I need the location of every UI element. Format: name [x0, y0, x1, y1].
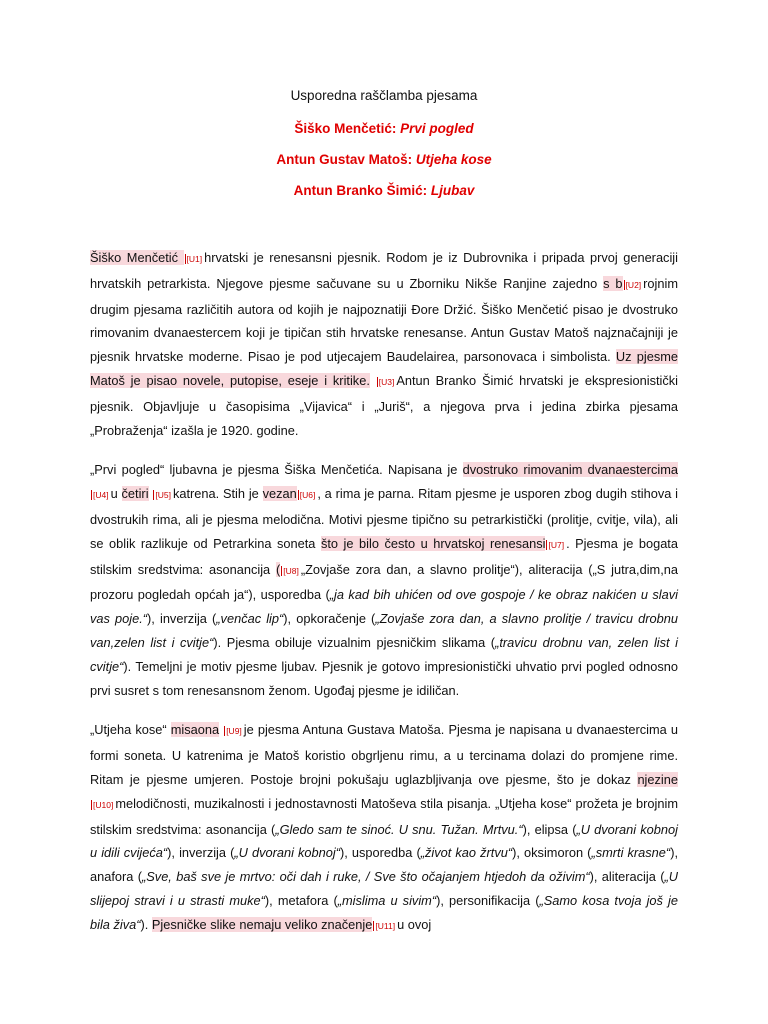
text-run: ), inverzija (: [167, 845, 235, 861]
text-run: ), opkoračenje (: [283, 611, 376, 627]
text-run: „Utjeha kose“: [90, 722, 171, 738]
comment-marker[interactable]: [U8]: [283, 565, 299, 576]
comment-marker[interactable]: [U7]: [548, 539, 565, 550]
comment-marker[interactable]: [U1]: [186, 254, 203, 264]
subtitle-mencetic: [0, 121, 768, 136]
subtitle-author: Antun Gustav Matoš:: [276, 152, 413, 167]
comment-highlight[interactable]: Šiško Menčetić: [90, 250, 184, 265]
text-run: u: [110, 486, 122, 502]
title-block: [0, 88, 768, 214]
comment-highlight[interactable]: (: [275, 561, 281, 577]
quote-italic: „Samo kosa tvoja još je bila živa“: [90, 892, 678, 932]
quote-italic: „venčac lip“: [216, 611, 284, 627]
text-run: ).: [140, 916, 152, 932]
comment-marker[interactable]: [U2]: [625, 279, 642, 290]
comment-highlight[interactable]: s b: [603, 275, 623, 291]
comment-marker[interactable]: [U4]: [93, 490, 109, 501]
text-run: ), elipsa (: [522, 821, 577, 837]
paragraph-1: [90, 246, 678, 442]
text-run: . Pjesma je bogata stilskim sredstvima: asonancija: [90, 535, 678, 577]
subtitle-work: Ljubav: [430, 183, 475, 198]
comment-marker[interactable]: [U10]: [93, 799, 114, 810]
comment-highlight[interactable]: misaona: [170, 722, 220, 738]
comment-marker[interactable]: [U11]: [375, 920, 396, 931]
quote-italic: „Gledo sam te sinoć. U snu. Tužan. Mrtvu.“: [275, 821, 523, 837]
quote-italic: „Zovjaše zora dan, a slavno prolitje / travicu drobnu van,zelen list i cvitje“: [90, 611, 678, 650]
text-run: , a rima je parna. Ritam pjesme je usporen zbog dugih stihova i dvostrukih rima, ali je pjesma melodična. Motivi pjesme tipično su petrarkistički (prolitje, cvitje, vila), ali se oblik razlikuje od Petrarkina soneta: [90, 486, 678, 551]
subtitle-matos: [0, 152, 768, 167]
document-title: Usporedna raščlamba pjesama: [290, 88, 478, 103]
text-run: ), anafora (: [90, 845, 679, 885]
text-run: ), usporedba (: [340, 845, 421, 861]
text-run: ), oksimoron (: [512, 845, 592, 861]
text-run: „Prvi pogled“ ljubavna je pjesma Šiška Menčetića. Napisana je: [90, 462, 463, 478]
subtitle-work: Utjeha kose: [415, 152, 492, 167]
quote-italic: „U dvorani kobnoj u idili cvijeća“: [90, 821, 678, 861]
text-run: ). Temeljni je motiv pjesme ljubav. Pjesnik je gotovo impresionistički uhvatio prvi pogled odnosno prvi susret s tom renesansnom ženom. Ugođaj pjesme je idiličan.: [90, 658, 678, 698]
comment-highlight[interactable]: vezan: [262, 486, 297, 502]
text-run: „Zovjaše zora dan, a slavno prolitje“), aliteracija („S jutra,dim,na prozoru pogledah općah ja“), usporedba (: [90, 561, 678, 603]
subtitle-author: Šiško Menčetić:: [294, 121, 397, 136]
paragraph-3: [90, 718, 678, 938]
paragraph-2: [90, 458, 678, 702]
text-run: katrena. Stih je: [172, 486, 263, 502]
text-run: ), personifikacija (: [436, 892, 540, 908]
text-run: je pjesma Antuna Gustava Matoša. Pjesma je napisana u dvanaestercima u formi soneta. U katrenima je Matoš koristio obgrljenu rimu, a u tercinama dolazi do promjene rime. Ritam je pjesme umjeren. Postoje brojni pokušaju uglazbljivanja ove pjesme, što je dokaz: [90, 722, 678, 787]
text-run: rojnim drugim pjesama različitih autora od kojih je najpoznatiji Đore Držić. Šiško Menčetić pisao je dvostruko rimovanim dvanaestercem koji je tipičan stih hrvatske renesanse. Antun Gustav Matoš najznačajniji je pjesnik hrvatske moderne. Pisao je pod utjecajem Baudelairea, parsonovaca i simbolista.: [90, 275, 678, 365]
quote-italic: „U slijepoj stravi i u strasti muke“: [90, 869, 678, 908]
comment-highlight[interactable]: četiri: [121, 486, 149, 502]
quote-italic: „travicu drobnu van, zelen list i cvitje“: [90, 634, 678, 674]
quote-italic: „Sve, baš sve je mrtvo: oči dah i ruke, / Sve što očajanjem htjedoh da oživim“: [142, 869, 590, 885]
subtitle-work: Prvi pogled: [400, 121, 474, 136]
subtitle-simic: [0, 183, 768, 198]
text-run: ), inverzija (: [147, 611, 217, 627]
quote-italic: „život kao žrtvu“: [420, 845, 513, 861]
subtitle-author: Antun Branko Šimić:: [293, 183, 428, 198]
text-run: ). Pjesma obiluje vizualnim pjesničkim slikama (: [213, 634, 496, 650]
text-run: melodičnosti, muzikalnosti i jednostavnosti Matoševa stila pisanja. „Utjeha kose“ prožeta je brojnim stilskim sredstvima: asonancija (: [90, 795, 678, 837]
document-body: [90, 246, 678, 955]
text-run: u ovoj: [397, 916, 432, 932]
quote-italic: „mislima u sivim“: [337, 892, 437, 908]
comment-highlight[interactable]: njezine: [637, 771, 678, 787]
comment-highlight[interactable]: što je bilo često u hrvatskoj renesansi: [320, 535, 546, 551]
comment-marker[interactable]: [U3]: [378, 376, 395, 387]
text-run: ), metafora (: [264, 892, 338, 908]
comment-marker[interactable]: [U9]: [226, 726, 242, 737]
comment-highlight[interactable]: Pjesničke slike nemaju veliko značenje: [151, 916, 373, 932]
comment-marker[interactable]: [U6]: [299, 490, 316, 501]
text-run: hrvatski je renesansni pjesnik. Rodom je iz Dubrovnika i pripada prvoj generaciji hrvatskih petrarkista. Njegove pjesme sačuvane su u Zborniku Nikše Ranjine zajedno: [90, 250, 678, 291]
comment-highlight[interactable]: dvostruko rimovanim dvanaestercima: [462, 462, 678, 478]
comment-marker[interactable]: [U5]: [155, 490, 171, 501]
text-run: ), aliteracija (: [589, 869, 665, 885]
quote-italic: „smrti krasne“: [591, 845, 671, 861]
quote-italic: „ja kad bih uhićen od ove gospoje / ke obraz nakićen u slavi vas poje.“: [90, 587, 678, 627]
comment-highlight[interactable]: Uz pjesme Matoš je pisao novele, putopise, eseje i kritike.: [90, 349, 678, 388]
text-run: Antun Branko Šimić hrvatski je ekspresionistički pjesnik. Objavljuje u časopisima „Vijavica“ i „Juriš“, a njegova prva i jedina zbirka pjesama „Probraženja“ izašla je 1920. godine.: [90, 372, 678, 438]
quote-italic: „U dvorani kobnoj“: [234, 845, 340, 861]
